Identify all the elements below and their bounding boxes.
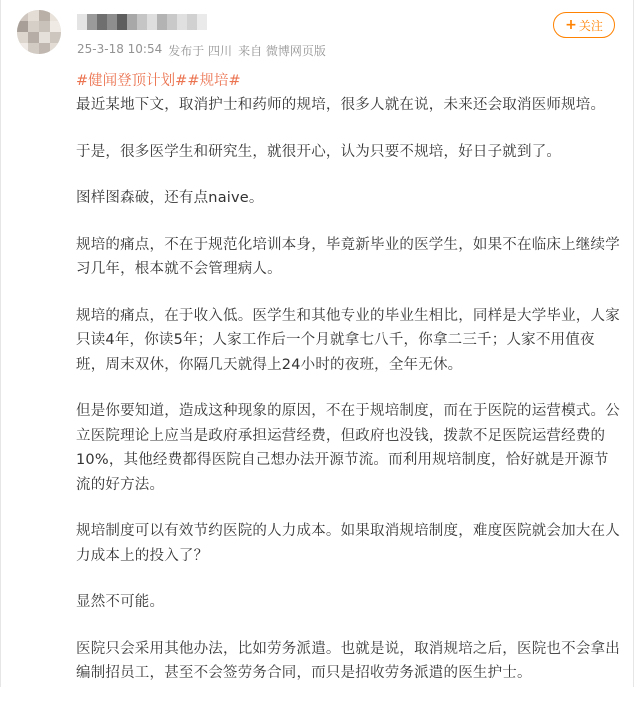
post-paragraph: 最近某地下文，取消护士和药师的规培，很多人就在说，未来还会取消医师规培。 — [76, 97, 606, 113]
post-paragraph: 规培的痛点，在于收入低。医学生和其他专业的毕业生相比，同样是大学毕业，人家只读4年，你读5年；人家工作后一个月就拿七八千，你拿二三千；人家不用值夜班，周末双休，你隔几天就得上24小时的夜班，全年无休。 — [76, 307, 620, 373]
avatar[interactable] — [17, 10, 61, 54]
post-content — [76, 93, 621, 708]
post-meta — [77, 42, 326, 59]
topic-tags — [76, 69, 241, 90]
post-source: 来自 微博网页版 — [238, 44, 326, 58]
post-paragraph: 但是你要知道，造成这种现象的原因，不在于规培制度，而在于医院的运营模式。公立医院理论上应当是政府承担运营经费，但政府也没钱，拨款不足医院运营经费的10%，其他经费都得医院自己想办法开源节流。而利用规培制度，恰好就是开源节流的好方法。 — [76, 403, 620, 493]
follow-label: 关注 — [578, 18, 603, 33]
post-paragraph: 规培制度可以有效节约医院的人力成本。如果取消规培制度，难度医院就会加大在人力成本上的投入了？ — [76, 523, 620, 564]
post-paragraph: 规培的痛点，不在于规范化培训本身，毕竟新毕业的医学生，如果不在临床上继续学习几年，根本就不会管理病人。 — [76, 236, 620, 277]
post-timestamp[interactable]: 25-3-18 10:54 — [77, 42, 163, 56]
follow-button[interactable] — [553, 12, 615, 38]
topic-tag[interactable]: #规培# — [187, 73, 241, 89]
username-redacted[interactable] — [77, 14, 207, 32]
post-paragraph: 图样图森破，还有点naive。 — [76, 190, 264, 206]
topic-tag[interactable]: #健闻登顶计划# — [76, 73, 188, 89]
post-paragraph: 于是，很多医学生和研究生，就很开心，认为只要不规培，好日子就到了。 — [76, 143, 562, 160]
plus-icon: + — [565, 17, 577, 33]
post-paragraph: 医院只会采用其他办法，比如劳务派遣。也就是说，取消规培之后，医院也不会拿出编制招员工，甚至不会签劳务合同，而只是招收劳务派遣的医生护士。 — [76, 640, 620, 681]
post-paragraph: 显然不可能。 — [76, 594, 165, 610]
post-location: 发布于 四川 — [168, 44, 233, 58]
